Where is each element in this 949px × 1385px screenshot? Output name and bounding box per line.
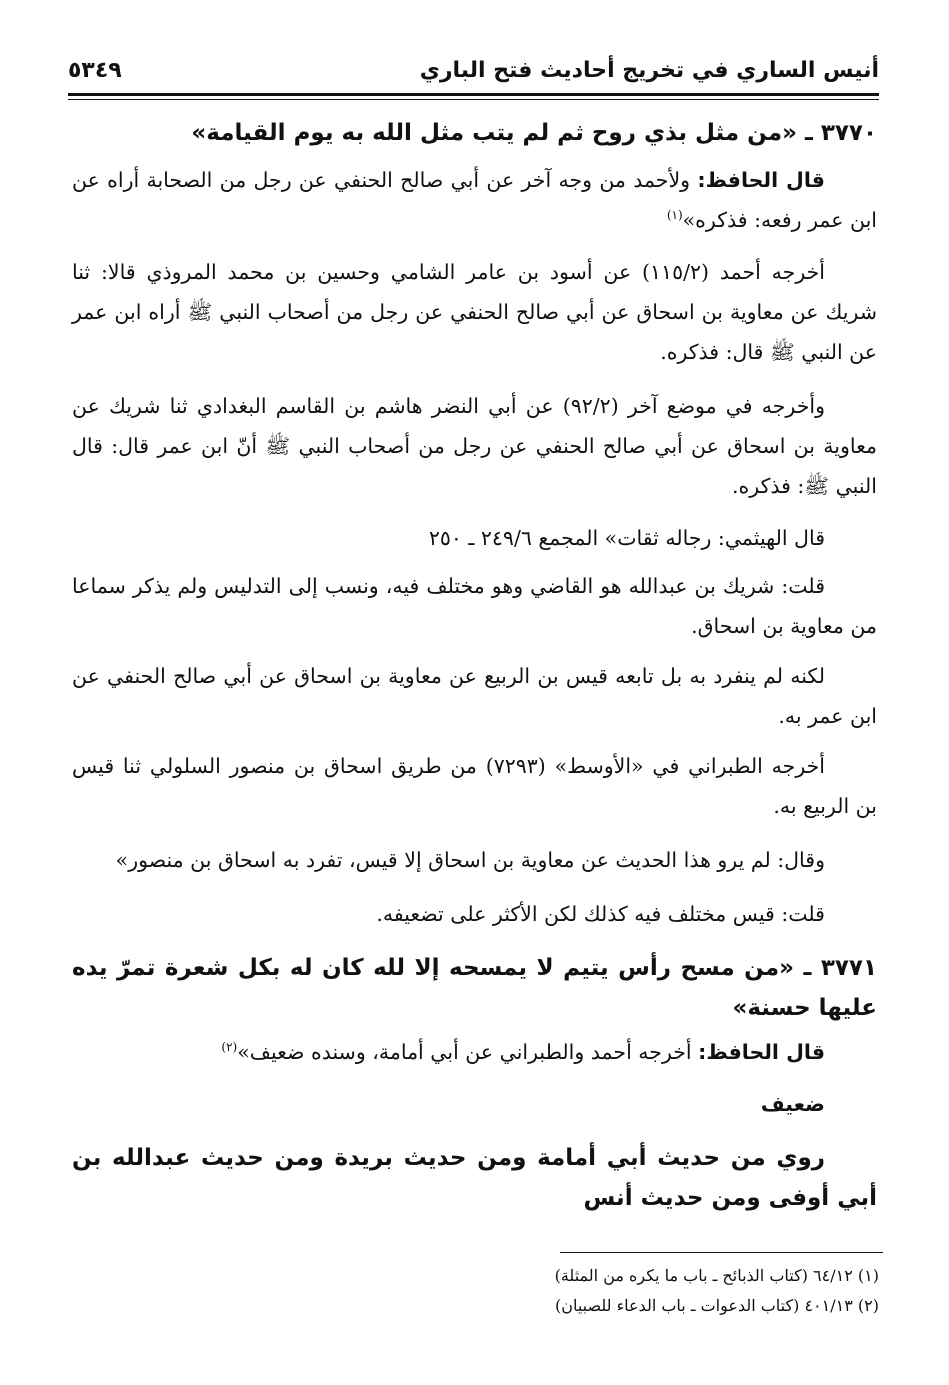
commentary-paragraph: قلت: شريك بن عبدالله هو القاضي وهو مختلف فيه، ونسب إلى التدليس ولم يذكر سماعا من معاوية بن اسحاق.	[72, 574, 877, 638]
hadith-text: «من مسح رأس يتيم لا يمسحه إلا لله كان له بكل شعرة تمرّ يده عليها حسنة»	[72, 955, 877, 1021]
running-header	[68, 58, 879, 92]
book-title: أنيس الساري في تخريج أحاديث فتح الباري	[419, 58, 879, 83]
footnote-number: (١)	[857, 1266, 879, 1285]
hadith-number: ٣٧٧١ ـ	[803, 955, 877, 981]
footnote-separator	[560, 1252, 883, 1253]
takhrij-paragraph: أخرجه الطبراني في «الأوسط» (٧٢٩٣) من طريق اسحاق بن منصور السلولي ثنا قيس بن الربيع به.	[72, 754, 877, 818]
header-rule-thick	[68, 93, 879, 96]
hadith-3770-heading	[72, 113, 877, 153]
speaker-label: قال الحافظ:	[698, 1040, 825, 1064]
hadith-text: «من مثل بذي روح ثم لم يتب مثل الله به يوم القيامة»	[191, 120, 797, 146]
header-rule-thin	[68, 99, 879, 100]
footnote-text: ٤٠١/١٣ (كتاب الدعوات ـ باب الدعاء للصبيان)	[554, 1296, 853, 1315]
haythami-note: قال الهيثمي: رجاله ثقات» المجمع ٢٤٩/٦ ـ ٢٥٠	[428, 526, 825, 550]
footnote	[72, 1292, 879, 1320]
narrations-paragraph: روي من حديث أبي أمامة ومن حديث بريدة ومن حديث عبدالله بن أبي أوفى ومن حديث أنس	[72, 1145, 877, 1211]
page-number: ٥٣٤٩	[68, 58, 122, 83]
commentary-paragraph: لكنه لم ينفرد به بل تابعه قيس بن الربيع عن معاوية بن اسحاق عن أبي صالح الحنفي عن ابن عمر به.	[72, 664, 877, 728]
footnote	[72, 1262, 879, 1290]
footnote-marker: (١)	[666, 208, 683, 223]
hadith-3771-heading	[72, 948, 877, 1028]
footnote-marker: (٢)	[221, 1040, 238, 1055]
hafiz-statement	[72, 1032, 877, 1072]
hadith-number: ٣٧٧٠ ـ	[804, 120, 877, 146]
statement-text: ولأحمد من وجه آخر عن أبي صالح الحنفي عن رجل من الصحابة أراه عن ابن عمر رفعه: فذكره»	[72, 168, 877, 232]
hafiz-statement	[72, 160, 877, 240]
footnote-number: (٢)	[857, 1296, 879, 1315]
speaker-label: قال الحافظ:	[697, 168, 825, 192]
quotation-paragraph: وقال: لم يرو هذا الحديث عن معاوية بن اسحاق إلا قيس، تفرد به اسحاق بن منصور»	[115, 848, 825, 872]
commentary-paragraph: قلت: قيس مختلف فيه كذلك لكن الأكثر على تضعيفه.	[376, 902, 825, 926]
footnote-text: ٦٤/١٢ (كتاب الذبائح ـ باب ما يكره من المثلة)	[554, 1266, 853, 1285]
takhrij-paragraph: وأخرجه في موضع آخر (٩٢/٢) عن أبي النضر هاشم بن القاسم البغدادي ثنا شريك عن معاوية بن اسحاق عن أبي صالح الحنفي عن رجل من أصحاب النبي ﷺ أنّ ابن عمر قال: قال النبي ﷺ: فذكره.	[72, 394, 877, 498]
takhrij-paragraph: أخرجه أحمد (١١٥/٢) عن أسود بن عامر الشامي وحسين بن محمد المروذي قالا: ثنا شريك عن معاوية بن اسحاق عن أبي صالح الحنفي عن رجل من أصحاب النبي ﷺ أراه ابن عمر عن النبي ﷺ قال: فذكره.	[72, 260, 877, 364]
statement-text: أخرجه أحمد والطبراني عن أبي أمامة، وسنده ضعيف»	[237, 1040, 692, 1064]
grading-label: ضعيف	[760, 1092, 825, 1116]
